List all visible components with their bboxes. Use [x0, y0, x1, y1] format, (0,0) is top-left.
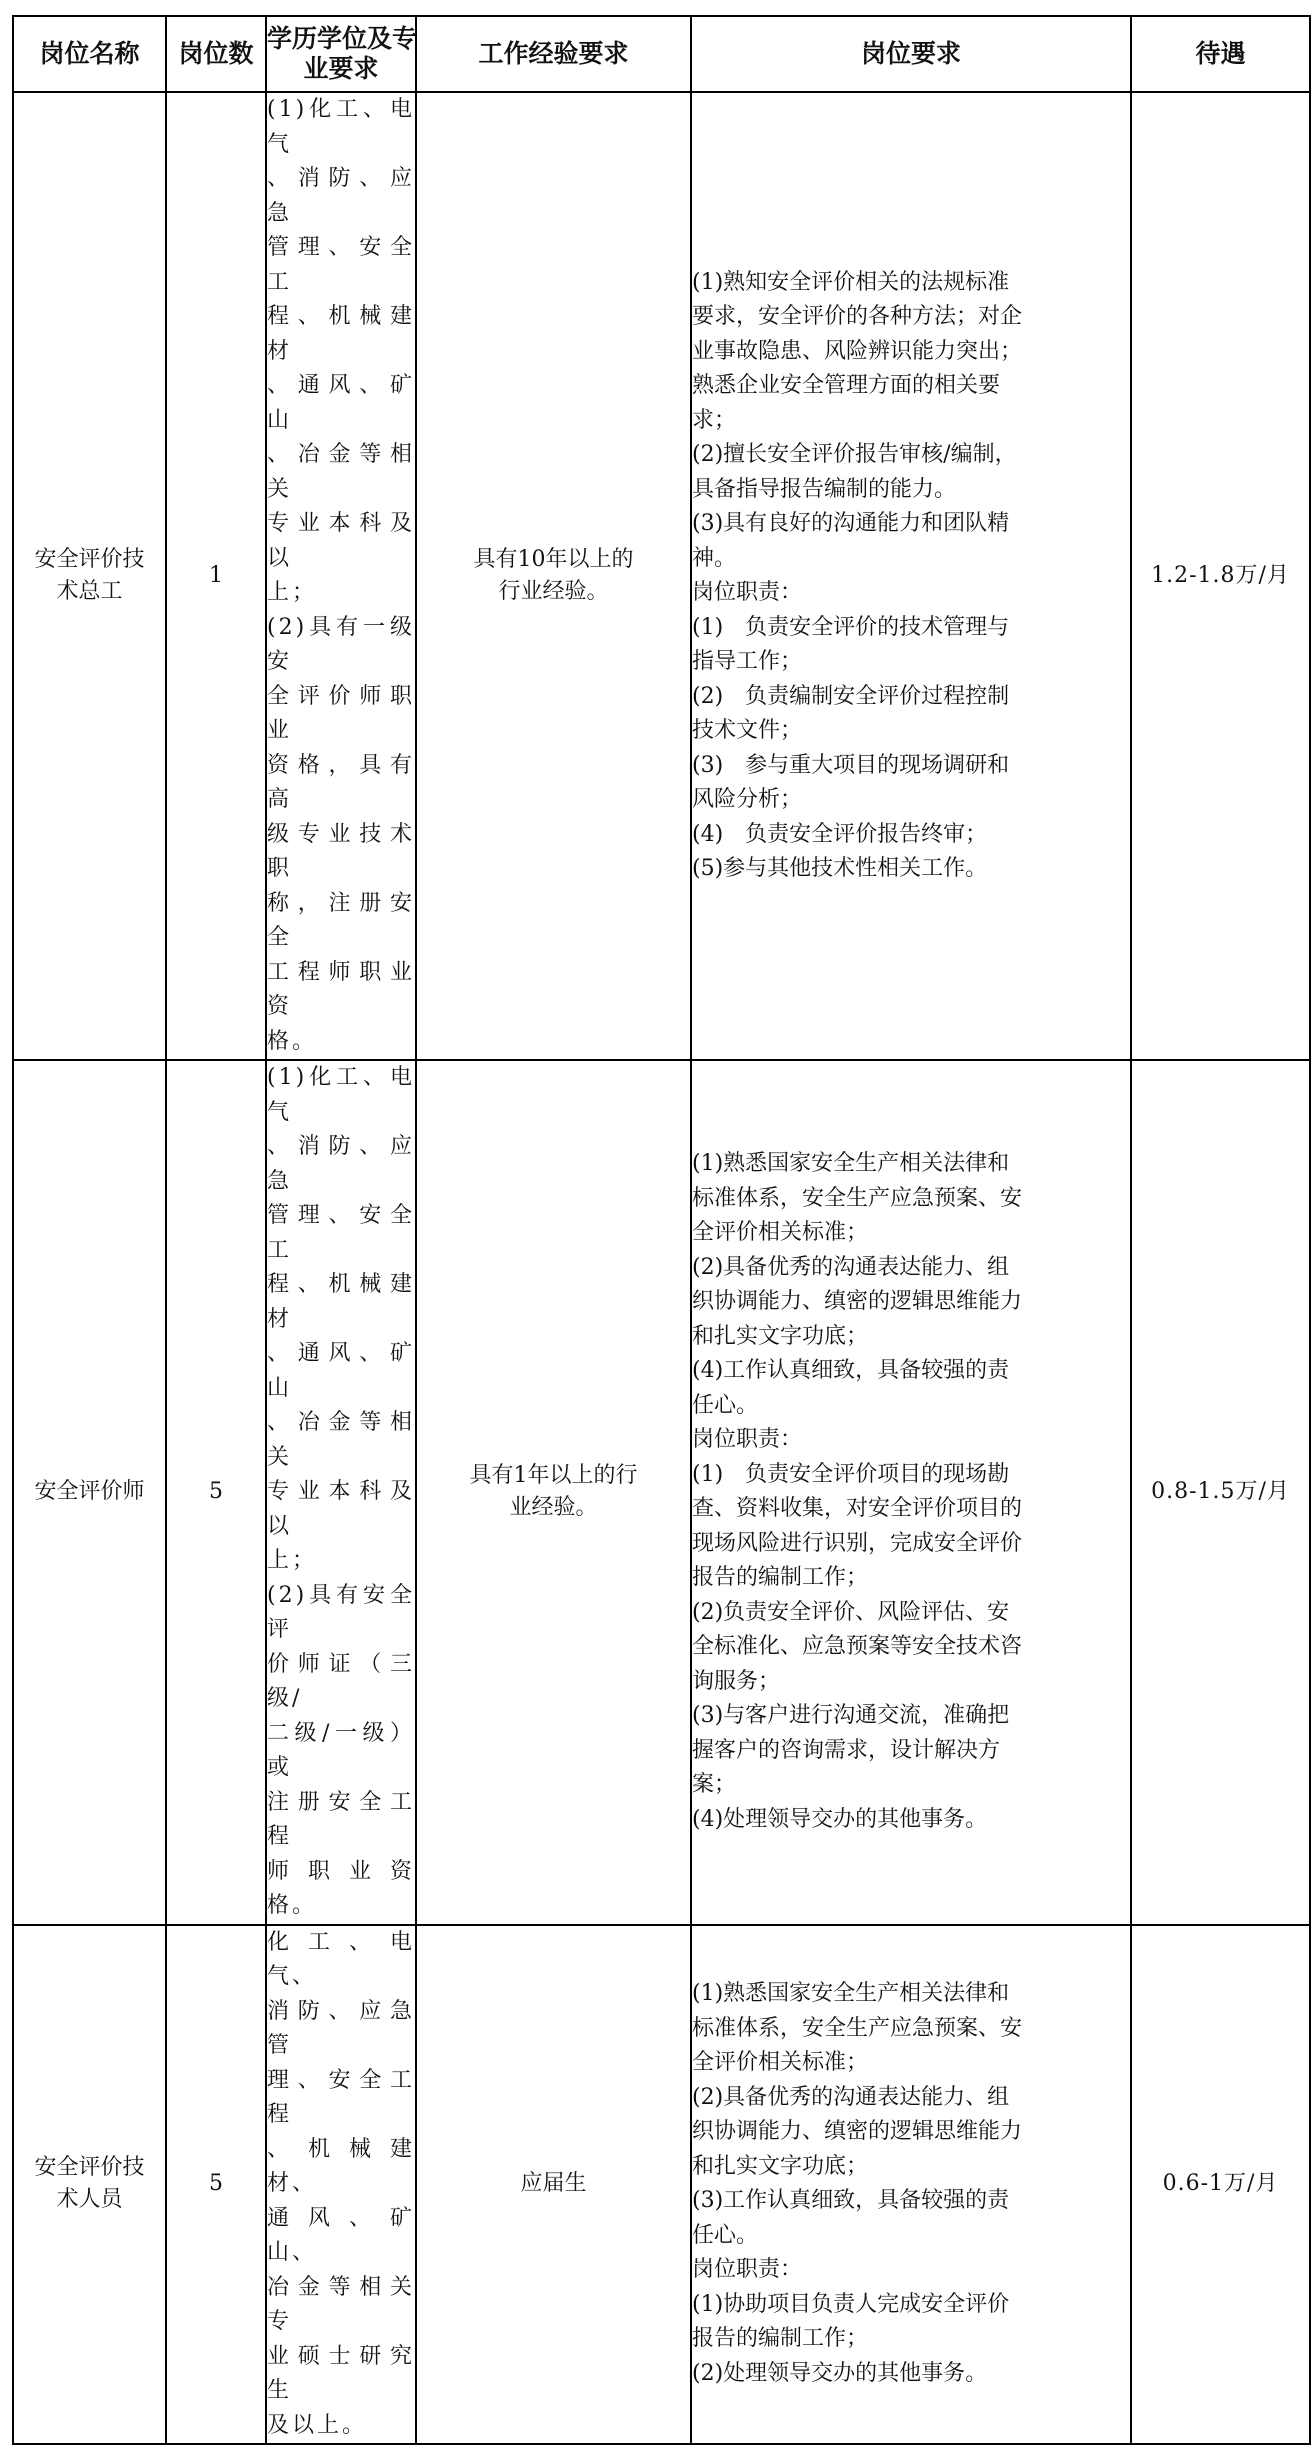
- text-line: 称，注册安全: [267, 890, 415, 950]
- text-line: 注册安全工程: [267, 1789, 415, 1849]
- text-line: 任心。: [692, 1392, 759, 1418]
- salary-cell: 0.6-1万/月: [1131, 1925, 1310, 2445]
- text-line: 工程师职业资: [267, 959, 415, 1019]
- text-line: 要求，安全评价的各种方法；对企: [692, 304, 1023, 329]
- text-line: 和扎实文字功底；: [692, 2153, 869, 2179]
- requirements-cell: [691, 1925, 1131, 2445]
- text-line: 风险分析；: [692, 787, 803, 812]
- text-line: 资格，具有高: [267, 752, 415, 812]
- education-cell: [266, 92, 416, 1060]
- text-line: 通风、矿山、: [267, 2205, 415, 2265]
- experience-cell: 应届生: [416, 1925, 691, 2445]
- text-line: 岗位职责：: [692, 2257, 803, 2283]
- header-position-name: 岗位名称: [13, 16, 166, 92]
- position-count-cell: 1: [166, 92, 266, 1060]
- text-line: (1)熟悉国家安全生产相关法律和: [692, 1981, 1010, 2007]
- text-line: (2)处理领导交办的其他事务。: [692, 2360, 988, 2386]
- header-experience: 工作经验要求: [416, 16, 691, 92]
- text-line: (1)熟知安全评价相关的法规标准: [692, 269, 1010, 295]
- text-line: 岗位职责：: [692, 580, 803, 605]
- text-line: 全评价师职业: [267, 683, 415, 743]
- text-line: 及以上。: [267, 2412, 368, 2438]
- text-line: 管理、安全工: [267, 235, 415, 295]
- salary-cell: 1.2-1.8万/月: [1131, 92, 1310, 1060]
- requirements-cell: [691, 92, 1131, 1060]
- experience-cell: 具有1年以上的行 业经验。: [416, 1060, 691, 1925]
- text-line: 织协调能力、缜密的逻辑思维能力: [692, 1289, 1023, 1315]
- text-line: 询服务；: [692, 1668, 781, 1694]
- text-line: (2) 负责编制安全评价过程控制: [692, 683, 1010, 709]
- text-line: 、通风、矿山: [267, 1341, 415, 1401]
- text-line: 、消防、应急: [267, 1134, 415, 1194]
- text-line: (3)与客户进行沟通交流，准确把: [692, 1703, 1010, 1729]
- text-line: (3)工作认真细致，具备较强的责: [692, 2188, 1010, 2214]
- position-count-cell: 5: [166, 1060, 266, 1925]
- text-line: (5)参与其他技术性相关工作。: [692, 856, 988, 881]
- position-name-cell: 安全评价师: [13, 1060, 166, 1925]
- header-salary: 待遇: [1131, 16, 1310, 92]
- text-line: 专业本科及以: [267, 1479, 415, 1539]
- text-line: 、冶金等相关: [267, 1410, 415, 1470]
- text-line: 技术文件；: [692, 718, 803, 743]
- text-line: 求；: [692, 407, 737, 433]
- job-requirements-table: [12, 15, 1311, 2445]
- text-line: 具备指导报告编制的能力。: [692, 476, 957, 502]
- text-line: 标准体系，安全生产应急预案、安: [692, 2015, 1023, 2041]
- position-name-cell: 安全评价技 术总工: [13, 92, 166, 1060]
- requirements-cell: [691, 1060, 1131, 1925]
- text-line: (2)擅长安全评价报告审核/编制，: [692, 442, 1017, 467]
- text-line: (1)协助项目负责人完成安全评价: [692, 2291, 1010, 2317]
- text-line: 全标准化、应急预案等安全技术咨: [692, 1634, 1023, 1660]
- header-education: 学历学位及专 业要求: [266, 16, 416, 92]
- text-line: 案；: [692, 1772, 737, 1798]
- text-line: 岗位职责：: [692, 1427, 803, 1453]
- text-line: (1)化工、电气: [267, 97, 415, 157]
- text-line: 二级/一级）或: [267, 1720, 415, 1780]
- text-line: 业事故隐患、风险辨识能力突出；: [692, 338, 1023, 364]
- text-line: 现场风险进行识别，完成安全评价: [692, 1530, 1023, 1556]
- text-line: 查、资料收集，对安全评价项目的: [692, 1496, 1023, 1522]
- text-line: 、消防、应急: [267, 166, 415, 226]
- text-line: 格。: [267, 1028, 318, 1054]
- text-line: 管理、安全工: [267, 1203, 415, 1263]
- text-line: (4)工作认真细致，具备较强的责: [692, 1358, 1010, 1384]
- text-line: 和扎实文字功底；: [692, 1323, 869, 1349]
- text-line: 报告的编制工作；: [692, 1565, 869, 1591]
- table-row: [13, 1925, 1310, 2445]
- text-line: 、机械建材、: [267, 2136, 415, 2196]
- text-line: (1)化工、电气: [267, 1065, 415, 1125]
- education-cell: [266, 1925, 416, 2445]
- text-line: (1) 负责安全评价的技术管理与: [692, 614, 1010, 640]
- header-row: [13, 16, 1310, 92]
- text-line: (4)处理领导交办的其他事务。: [692, 1806, 988, 1832]
- text-line: 、冶金等相关: [267, 442, 415, 502]
- text-line: 熟悉企业安全管理方面的相关要: [692, 373, 1001, 398]
- position-name-cell: 安全评价技 术人员: [13, 1925, 166, 2445]
- text-line: (2)具有安全评: [267, 1582, 415, 1642]
- text-line: 全评价相关标准；: [692, 2050, 869, 2076]
- table-row: [13, 92, 1310, 1060]
- text-line: 级专业技术职: [267, 821, 415, 881]
- salary-cell: 0.8-1.5万/月: [1131, 1060, 1310, 1925]
- experience-cell: 具有10年以上的 行业经验。: [416, 92, 691, 1060]
- text-line: 程、机械建材: [267, 304, 415, 364]
- text-line: (3)具有良好的沟通能力和团队精: [692, 511, 1010, 536]
- text-line: (2)具备优秀的沟通表达能力、组: [692, 2084, 1010, 2110]
- text-line: (1)熟悉国家安全生产相关法律和: [692, 1151, 1010, 1177]
- text-line: 指导工作；: [692, 649, 803, 674]
- text-line: 标准体系，安全生产应急预案、安: [692, 1185, 1023, 1211]
- text-line: 冶金等相关专: [267, 2274, 415, 2334]
- text-line: (1) 负责安全评价项目的现场勘: [692, 1461, 1010, 1487]
- text-line: 程、机械建材: [267, 1272, 415, 1332]
- text-line: 业硕士研究生: [267, 2343, 415, 2403]
- header-requirements: 岗位要求: [691, 16, 1131, 92]
- text-line: 神。: [692, 545, 737, 571]
- job-posting-document: [12, 15, 1311, 2445]
- text-line: (3) 参与重大项目的现场调研和: [692, 752, 1010, 778]
- text-line: 理、安全工程: [267, 2067, 415, 2127]
- text-line: 消防、应急管: [267, 1998, 415, 2058]
- text-line: 上；: [267, 580, 318, 605]
- header-position-count: 岗位数: [166, 16, 266, 92]
- text-line: (2)具有一级安: [267, 614, 415, 674]
- text-line: (4) 负责安全评价报告终审；: [692, 821, 988, 847]
- position-count-cell: 5: [166, 1925, 266, 2445]
- text-line: 化工、电气、: [267, 1929, 415, 1989]
- text-line: (2)负责安全评价、风险评估、安: [692, 1599, 1010, 1625]
- education-cell: [266, 1060, 416, 1925]
- text-line: 握客户的咨询需求，设计解决方: [692, 1737, 1001, 1763]
- text-line: 价师证（三级/: [267, 1651, 415, 1711]
- text-line: 织协调能力、缜密的逻辑思维能力: [692, 2119, 1023, 2145]
- text-line: 专业本科及以: [267, 511, 415, 571]
- text-line: 报告的编制工作；: [692, 2326, 869, 2352]
- text-line: 全评价相关标准；: [692, 1220, 869, 1246]
- table-row: [13, 1060, 1310, 1925]
- text-line: (2)具备优秀的沟通表达能力、组: [692, 1254, 1010, 1280]
- text-line: 、通风、矿山: [267, 373, 415, 433]
- text-line: 上；: [267, 1548, 318, 1573]
- text-line: 任心。: [692, 2222, 759, 2248]
- text-line: 师职业资格。: [267, 1858, 415, 1918]
